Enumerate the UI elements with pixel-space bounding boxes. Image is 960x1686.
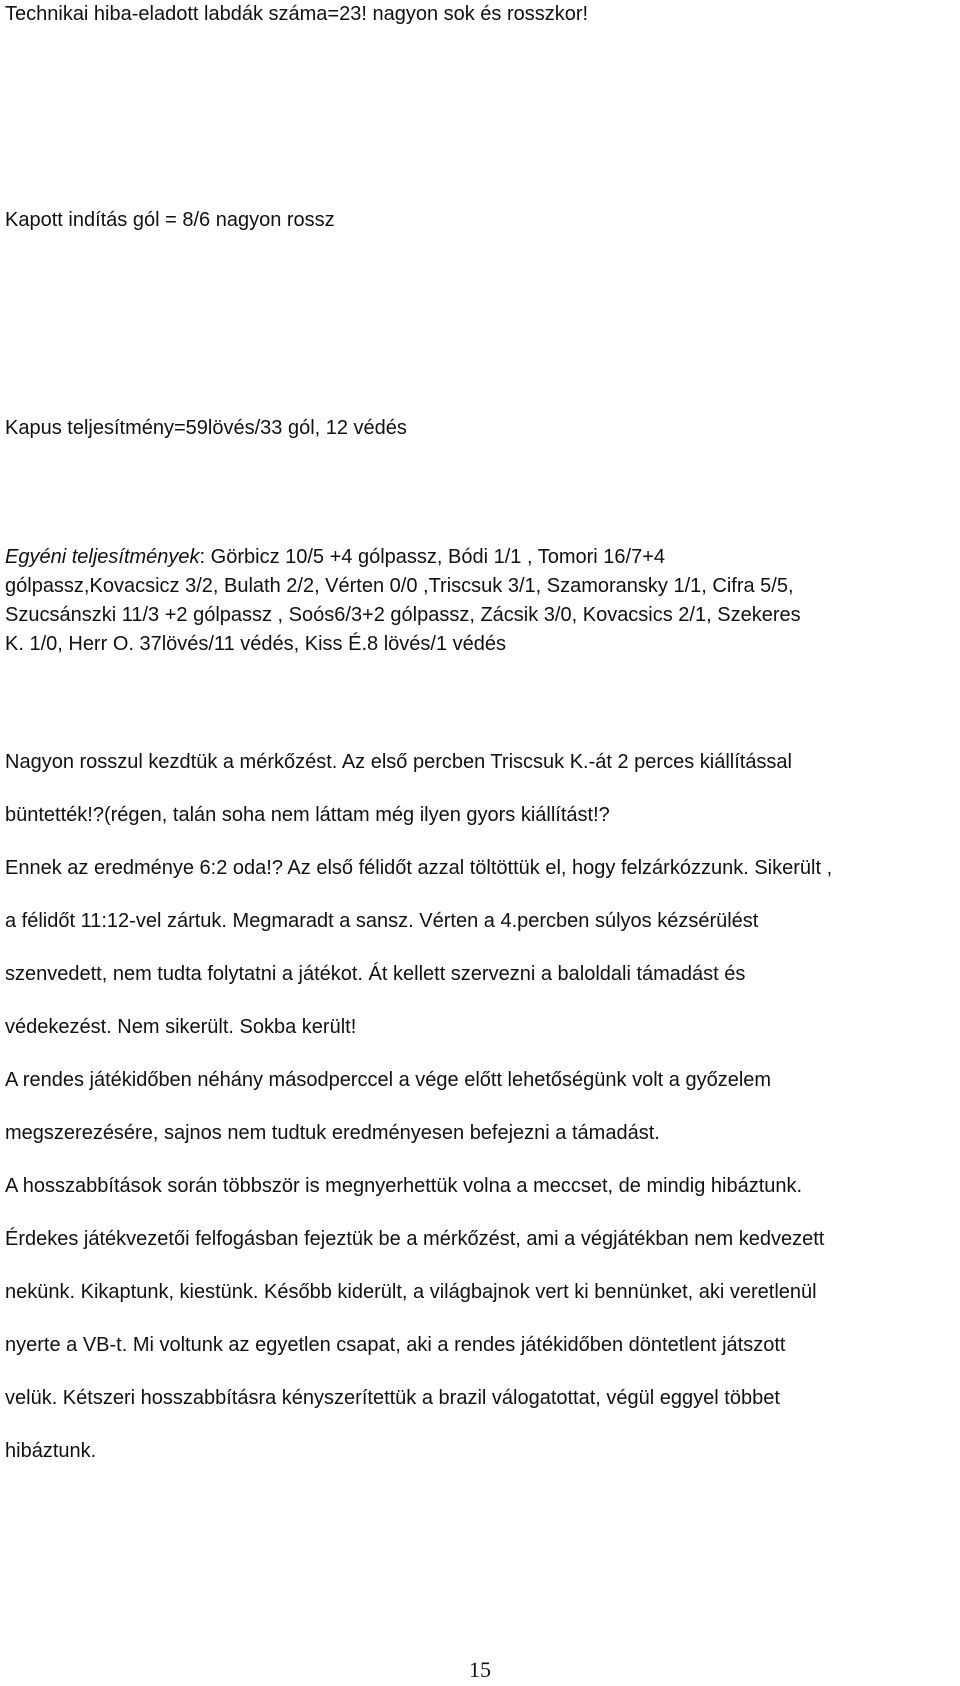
report-line: A rendes játékidőben néhány másodperccel a vége előtt lehetőségünk volt a győzelem: [5, 1069, 772, 1091]
report-line: Nagyon rosszul kezdtük a mérkőzést. Az első percben Triscsuk K.-át 2 perces kiállítással: [5, 751, 793, 773]
report-line: velük. Kétszeri hosszabbításra kényszerítettük a brazil válogatottat, végül eggyel többet: [5, 1387, 780, 1409]
page-number: 15: [469, 1657, 491, 1682]
goalkeeper-performance-line: Kapus teljesítmény=59lövés/33 gól, 12 védés: [5, 417, 407, 439]
report-line: A hosszabbítások során többször is megnyerhettük volna a meccset, de mindig hibáztunk.: [5, 1175, 803, 1197]
report-line: védekezést. Nem sikerült. Sokba került!: [5, 1016, 357, 1038]
individual-performance-block: [5, 543, 801, 659]
report-line: nyerte a VB-t. Mi voltunk az egyetlen csapat, aki a rendes játékidőben döntetlent játszott: [5, 1334, 786, 1356]
individual-performance-line-2: gólpassz,Kovacsicz 3/2, Bulath 2/2, Vérten 0/0 ,Triscsuk 3/1, Szamoransky 1/1, Cifra 5/5,: [5, 575, 794, 597]
individual-performance-line-3: Szucsánszki 11/3 +2 gólpassz , Soós6/3+2 gólpassz, Zácsik 3/0, Kovacsics 2/1, Szekeres: [5, 604, 801, 626]
report-line: a félidőt 11:12-vel zártuk. Megmaradt a sansz. Vérten a 4.percben súlyos kézsérülést: [5, 910, 759, 932]
report-line: nekünk. Kikaptunk, kiestünk. Később kiderült, a világbajnok vert ki bennünket, aki veretlenül: [5, 1281, 817, 1303]
report-line: Érdekes játékvezetői felfogásban fejeztük be a mérkőzést, ami a végjátékban nem kedvezett: [5, 1228, 825, 1250]
report-line: Ennek az eredménye 6:2 oda!? Az első félidőt azzal töltöttük el, hogy felzárkózzunk. Sikerült ,: [5, 857, 833, 879]
goals-conceded-line: Kapott indítás gól = 8/6 nagyon rossz: [5, 209, 335, 231]
individual-performance-line-4: K. 1/0, Herr O. 37lövés/11 védés, Kiss É.8 lövés/1 védés: [5, 633, 506, 655]
report-line: megszerezésére, sajnos nem tudtuk eredményesen befejezni a támadást.: [5, 1122, 660, 1144]
individual-performance-line-1-text: : Görbicz 10/5 +4 gólpassz, Bódi 1/1 , Tomori 16/7+4: [199, 546, 666, 568]
match-report: [5, 749, 940, 1491]
individual-performance-line-1: [5, 543, 801, 572]
report-line: hibáztunk.: [5, 1440, 97, 1462]
technical-errors-line: Technikai hiba-eladott labdák száma=23! nagyon sok és rosszkor!: [5, 3, 589, 25]
report-line: büntették!?(régen, talán soha nem láttam még ilyen gyors kiállítást!?: [5, 804, 610, 826]
report-line: szenvedett, nem tudta folytatni a játékot. Át kellett szervezni a baloldali támadást és: [5, 963, 746, 985]
individual-performance-label: Egyéni teljesítmények: [5, 546, 200, 568]
